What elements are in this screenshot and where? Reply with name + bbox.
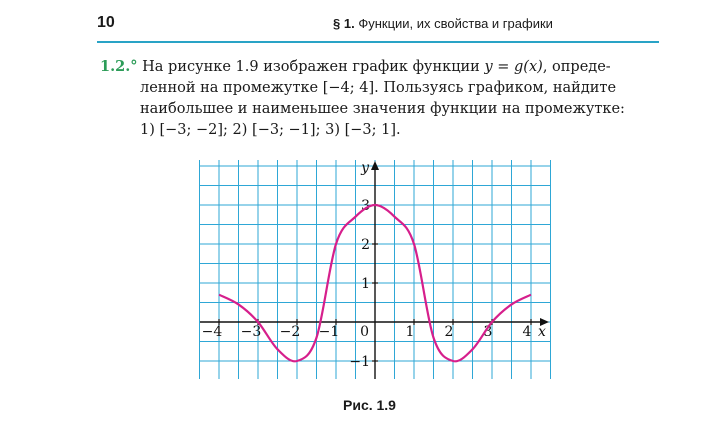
problem-line-3: наибольшее и наименьшее значения функции на промежутке: <box>140 101 625 117</box>
x-tick-label: −4 <box>201 324 223 340</box>
figure-caption: Рис. 1.9 <box>343 397 396 413</box>
x-tick-label: −2 <box>279 324 301 340</box>
section-title: Функции, их свойства и графики <box>358 16 553 31</box>
y-tick-label: 3 <box>361 198 370 214</box>
section-mark: § 1. <box>333 16 355 31</box>
x-tick-label: 2 <box>444 324 454 340</box>
x-tick-label: 1 <box>405 324 415 340</box>
x-tick-label: −1 <box>318 324 340 340</box>
problem-line-4: 1) [−3; −2]; 2) [−3; −1]; 3) [−3; 1]. <box>140 122 401 138</box>
x-tick-label: 4 <box>522 324 532 340</box>
problem-line-1-end: , опреде- <box>542 59 611 75</box>
problem-line-2: ленной на промежутке [−4; 4]. Пользуясь графиком, найдите <box>140 80 617 96</box>
function-notation: y = g(x) <box>484 59 543 75</box>
axes <box>200 161 549 379</box>
origin-label: 0 <box>360 324 369 340</box>
x-tick-label: −3 <box>240 324 262 340</box>
problem-line-1-start: На рисунке 1.9 изображен график функции <box>137 59 485 75</box>
page-number: 10 <box>97 14 115 31</box>
y-tick-label: 2 <box>361 237 370 253</box>
axis-labels <box>202 160 546 370</box>
x-axis-label: x <box>538 324 546 340</box>
y-tick-label: 1 <box>361 276 370 292</box>
problem-number: 1.2.° <box>100 58 138 75</box>
x-tick-label: 3 <box>483 324 493 340</box>
y-tick-label: −1 <box>349 354 370 370</box>
y-axis-label: y <box>361 160 369 176</box>
